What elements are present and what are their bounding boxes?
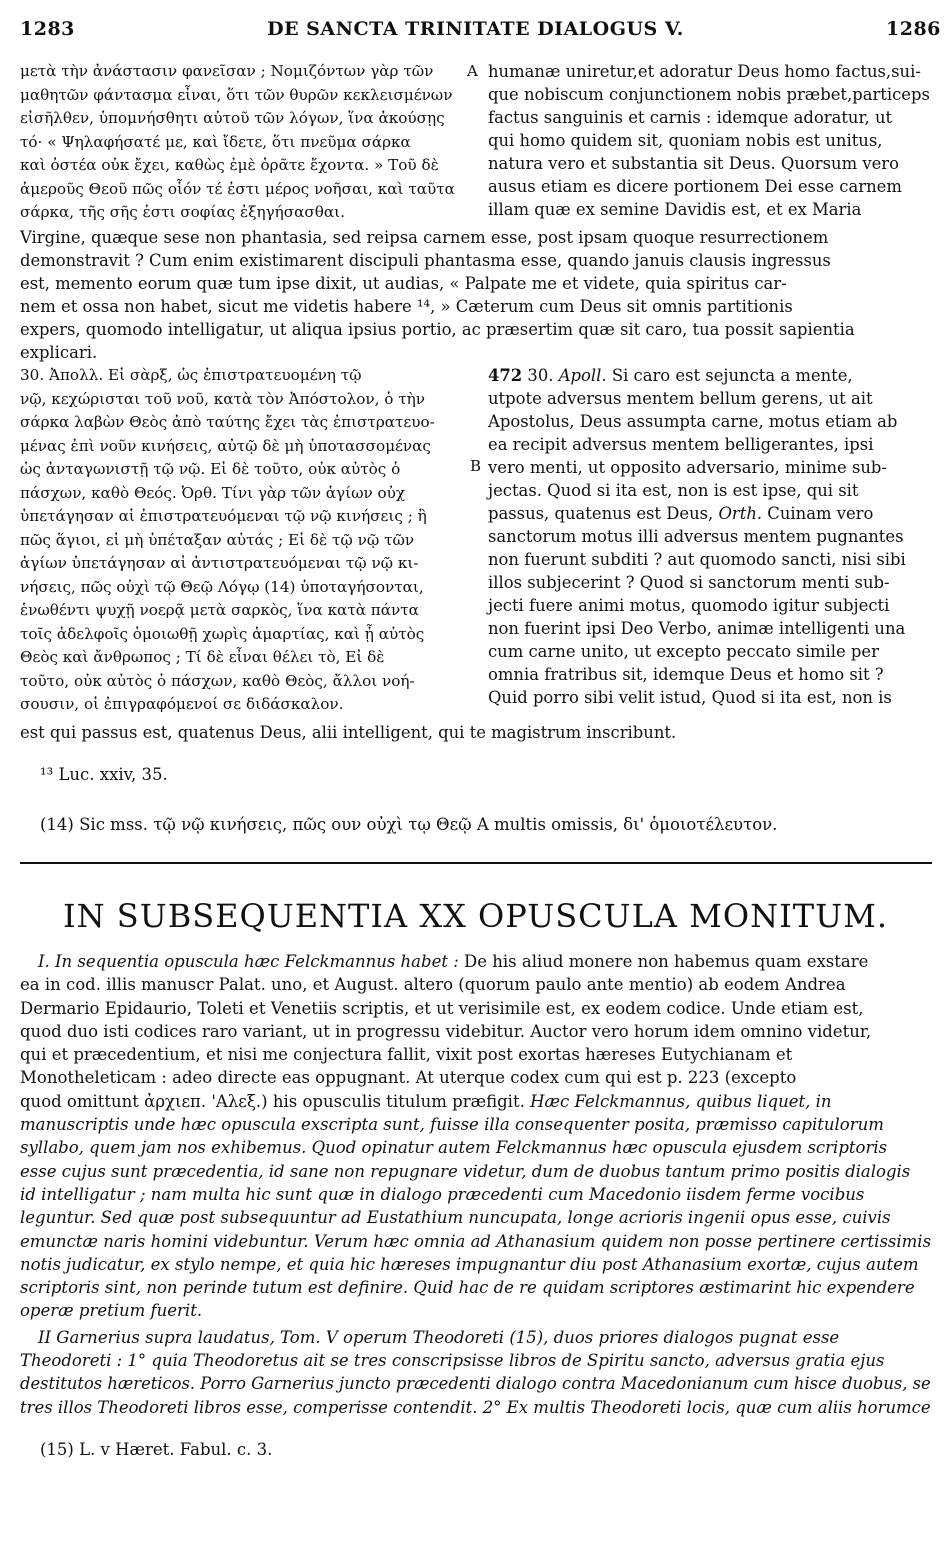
latin-full-line: expers, quomodo intelligatur, ut aliqua ipsius portio, ac præsertim quæ sit caro, tua possit sapientia	[20, 320, 855, 339]
greek-line: τό· « Ψηλαφήσατέ με, καὶ ἴδετε, ὅτι πνεῦμα σάρκα	[20, 132, 411, 151]
monitum-lead: I. In sequentia opuscula hæc Felckmannus habet :	[38, 952, 459, 971]
monitum-line: Dermario Epidaurio, Toleti et Venetiis scriptis, et ut verisimile est, ex eodem codice. Unde etiam est,	[20, 998, 864, 1018]
latin-line: cum carne unito, ut excepto peccato simile per	[488, 642, 879, 661]
greek-line: νήσεις, πῶς οὐχὶ τῷ Θεῷ Λόγῳ (14) ὑποταγήσονται,	[20, 577, 424, 596]
speaker-apoll: Apoll.	[558, 366, 607, 385]
greek-line: εἰσῆλθεν, ὑπομνήσθητι αὐτοῦ τῶν λόγων, ἵνα ἀκούσῃς	[20, 109, 445, 127]
latin-line-text: 30.	[522, 366, 559, 385]
latin-full-line: demonstravit ? Cum enim existimarent discipuli phantasma esse, quando januis clausis ingressus	[20, 251, 831, 270]
latin-line: utpote adversus mentem bellum gerens, ut ait	[488, 389, 873, 408]
latin-line: Apostolus, Deus assumpta carne, motus etiam ab	[488, 412, 898, 431]
monitum-line: ea in cod. illis manuscr Palat. uno, et August. altero (quorum paulo ante mentio) ab eodem Andrea	[20, 975, 846, 995]
monitum-lead-rest: De his aliud monere non habemus quam exstare	[458, 952, 869, 971]
monitum-italic-line: notis judicatur, ex stylo nempe, et quia hic hæreses impugnantur diu post Athanasium exortæ, cujus autem	[20, 1254, 919, 1274]
running-title: DE SANCTA TRINITATE DIALOGUS V.	[267, 18, 684, 40]
margin-marker-a: A	[467, 62, 478, 80]
section-divider	[20, 862, 932, 864]
monitum-italic-line: id intelligatur ; nam multa hic sunt quæ in dialogo præcedenti cum Macedonio iisdem ferme vocibus	[20, 1184, 865, 1204]
monitum-line	[20, 950, 940, 973]
latin-line: que nobiscum conjunctionem nobis præbet,particeps	[488, 85, 930, 104]
monitum-line-2: destitutos hæreticos. Porro Garnerius juncto præcedenti dialogo contra Macedonianum cum hisce duobus, se	[20, 1374, 931, 1394]
latin-full-width-1	[20, 226, 855, 364]
latin-line: illam quæ ex semine Davidis est, et ex Maria	[488, 200, 862, 219]
greek-line: πάσχων, καθὸ Θεός. Ὀρθ. Τίνι γὰρ τῶν ἁγίων οὐχ	[20, 483, 406, 502]
greek-line: τοῦτο, οὐκ αὐτὸς ὁ πάσχων, καθὸ Θεὸς, ἄλλοι νοή-	[20, 671, 415, 690]
latin-column-2	[488, 364, 906, 709]
footnote-14: (14) Sic mss. τῷ νῷ κινήσεις, πῶς ουν οὐχὶ τῳ Θεῷ A multis omissis, δι' ὁμοιοτέλευτον.	[40, 815, 778, 834]
greek-line: μαθητῶν φάντασμα εἶναι, ὅτι τῶν θυρῶν κεκλεισμένων	[20, 85, 453, 104]
monitum-body	[20, 950, 940, 1419]
latin-full-line: nem et ossa non habet, sicut me videtis habere ¹⁴, » Cæterum cum Deus sit omnis partitionis	[20, 297, 793, 316]
latin-full-line: est, memento eorum quæ tum ipse dixit, ut audias, « Palpate me et videte, quia spiritus car-	[20, 274, 787, 293]
greek-line: ἁγίων ὑπετάγησαν αἱ ἀντιστρατευόμεναι τῷ νῷ κι-	[20, 554, 419, 572]
greek-line: Θεὸς καὶ ἄνθρωπος ; Τί δὲ εἶναι θέλει τὸ, Εἰ δὲ	[20, 648, 385, 666]
greek-line: σουσιν, οἱ ἐπιγραφόμενοί σε διδάσκαλον.	[20, 695, 344, 713]
footnote-15: (15) L. v Hæret. Fabul. c. 3.	[40, 1440, 273, 1459]
latin-column-1	[488, 60, 930, 221]
greek-line: ὑπετάγησαν αἱ ἐπιστρατευόμεναι τῷ νῷ κινήσεις ; ἢ	[20, 507, 427, 525]
monitum-line-2: II Garnerius supra laudatus, Tom. V operum Theodoreti (15), duos priores dialogos pugnat esse	[38, 1327, 840, 1347]
latin-line: ea recipit adversus mentem belligerantes, ipsi	[488, 435, 874, 454]
greek-line: μένας ἐπὶ νοῦν κινήσεις, αὐτῷ δὲ μὴ ὑποτασσομένας	[20, 436, 431, 455]
monitum-italic-line: esse cujus sunt præcedentia, id sane non repugnare videtur, dum de duobus tantum primo positis dialogis	[20, 1161, 911, 1181]
greek-line: πῶς ἅγιοι, εἰ μὴ ὑπέταξαν αὐτάς ; Εἰ δὲ τῷ νῷ τῶν	[20, 530, 415, 549]
latin-line: illos subjecerint ? Quod si sanctorum menti sub-	[488, 573, 890, 592]
greek-line: νῷ, κεχώρισται τοῦ νοῦ, κατὰ τὸν Ἀπόστολον, ὁ τὴν	[20, 389, 425, 408]
monitum-italic-line: operæ pretium fuerit.	[20, 1301, 203, 1321]
latin-line: factus sanguinis et carnis : idemque adoratur, ut	[488, 108, 893, 127]
greek-line: 30. Ἀπολλ. Εἰ σὰρξ, ὡς ἐπιστρατευομένη τῷ	[20, 366, 362, 384]
latin-line: sanctorum motus illi adversus mentem pugnantes	[488, 527, 904, 546]
latin-line: natura vero et substantia sit Deus. Quorsum vero	[488, 154, 900, 173]
greek-line: ὡς ἀνταγωνιστῇ τῷ νῷ. Εἰ δὲ τοῦτο, οὐκ αὐτὸς ὁ	[20, 460, 401, 478]
monitum-italic-line: syllabo, quem jam nos exhibemus. Quod opinatur autem Felckmannus hæc opuscula ejusdem scriptoris	[20, 1138, 888, 1158]
footnote-13: ¹³ Luc. xxiv, 35.	[40, 765, 168, 784]
latin-line: vero menti, ut opposito adversario, minime sub-	[488, 458, 887, 477]
latin-full-line: Virgine, quæque sese non phantasia, sed reipsa carnem esse, post ipsam quoque resurrectionem	[20, 228, 829, 247]
greek-column-1	[20, 60, 455, 225]
latin-line: Quid porro sibi velit istud, Quod si ita est, non is	[488, 688, 892, 707]
left-page-number: 1283	[20, 18, 75, 40]
greek-line: τοῖς ἀδελφοῖς ὁμοιωθῇ χωρὶς ἁμαρτίας, καὶ ᾖ αὐτὸς	[20, 624, 425, 643]
latin-full-width-2: est qui passus est, quatenus Deus, alii intelligent, qui te magistrum inscribunt.	[20, 723, 677, 742]
margin-marker-b: B	[470, 457, 482, 475]
latin-line: jectas. Quod si ita est, non is est ipse, qui sit	[488, 481, 859, 500]
latin-line: omnia fratribus sit, idemque Deus et homo sit ?	[488, 665, 884, 684]
monitum-line: qui et præcedentium, et nisi me conjectura fallit, vixit post exortas hæreses Eutychianam et	[20, 1045, 793, 1065]
latin-line: qui homo quidem sit, quoniam nobis est unitus,	[488, 131, 883, 150]
greek-line: σάρκα λαβὼν Θεὸς ἀπὸ ταύτης ἔχει τὰς ἐπιστρατευο-	[20, 413, 435, 431]
right-page-number: 1286	[886, 18, 941, 40]
monitum-italic-line: leguntur. Sed quæ post subsequuntur ad Eustathium nuncupata, longe acrioris ingenii opus esse, cuivis	[20, 1208, 891, 1228]
latin-line: humanæ uniretur,et adoratur Deus homo factus,sui-	[488, 62, 921, 81]
column-number: 472	[488, 366, 523, 385]
greek-line: καὶ ὀστέα οὐκ ἔχει, καθὼς ἐμὲ ὁρᾶτε ἔχοντα. » Τοῦ δὲ	[20, 156, 439, 174]
monitum-line: quod duo isti codices raro variant, ut in progressu videbitur. Auctor vero horum idem omnino videtur,	[20, 1021, 872, 1041]
latin-line-text: Si caro est sejuncta a mente,	[606, 366, 853, 385]
monitum-line-2: Theodoreti : 1° quia Theodoretus ait se tres conscripsisse libros de Spiritu sancto, adversus gratia ejus	[20, 1351, 885, 1371]
latin-line: ausus etiam es dicere portionem Dei esse carnem	[488, 177, 902, 196]
greek-column-2	[20, 364, 435, 717]
latin-line: non fuerint ipsi Deo Verbo, animæ intelligenti una	[488, 619, 906, 638]
latin-full-line: explicari.	[20, 343, 98, 362]
greek-line: ἑνωθέντι ψυχῇ νοερᾷ μετὰ σαρκὸς, ἵνα κατὰ πάντα	[20, 601, 419, 619]
latin-line: passus, quatenus est Deus, Orth. Cuinam vero	[488, 504, 874, 523]
monitum-italic-line: manuscriptis unde hæc opuscula exscripta sunt, fuisse illa consequenter posita, præmisso capitulorum	[20, 1115, 884, 1135]
greek-line: ἀμεροῦς Θεοῦ πῶς οἷόν τέ ἐστι μέρος νοῆσαι, καὶ ταῦτα	[20, 179, 455, 198]
latin-line: jecti fuere animi motus, quomodo igitur subjecti	[488, 596, 890, 615]
greek-line: μετὰ τὴν ἀνάστασιν φανεῖσαν ; Νομιζόντων γὰρ τῶν	[20, 62, 434, 80]
speaker-orth: Orth.	[713, 504, 763, 523]
monitum-line: Monotheleticam : adeo directe eas oppugnant. At uterque codex cum qui est p. 223 (excepto	[20, 1068, 797, 1088]
greek-line: σάρκα, τῆς σῆς ἐστι σοφίας ἐξηγήσασθαι.	[20, 203, 345, 221]
monitum-italic-line: emunctæ naris homini videbuntur. Verum hæc omnia ad Athanasium quidem non posse pertinere certissimis	[20, 1231, 932, 1251]
monitum-line: quod omittunt ἀρχιεπ. 'Αλεξ.) his opusculis titulum præfigit. Hæc Felckmannus, quibus liquet, in	[20, 1091, 832, 1111]
latin-line	[488, 364, 906, 387]
latin-line: non fuerunt subditi ? aut quomodo sancti, nisi sibi	[488, 550, 906, 569]
monitum-line-2: tres illos Theodoreti libros esse, comperisse contendit. 2° Ex multis Theodoreti locis, quæ cum aliis horumce	[20, 1397, 931, 1417]
monitum-italic-line: scriptoris sint, non perinde tutum est definire. Quid hac de re quidam scriptores æstimarint hic expendere	[20, 1278, 915, 1298]
monitum-title: IN SUBSEQUENTIA XX OPUSCULA MONITUM.	[62, 897, 889, 935]
